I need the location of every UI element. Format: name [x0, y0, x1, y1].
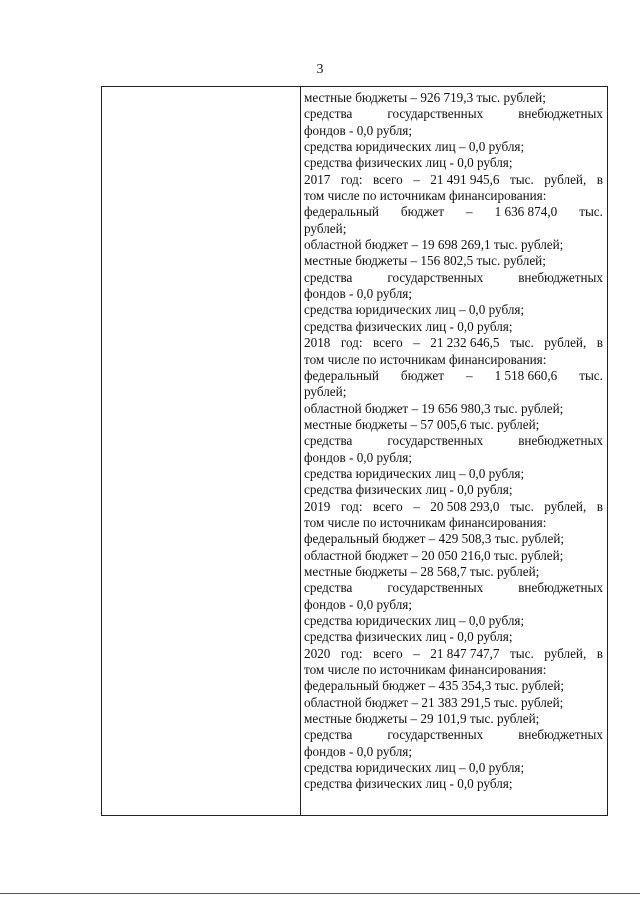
text-word: тыс. [579, 204, 603, 220]
text-word: – [413, 498, 420, 514]
text-word: тыс. [510, 498, 534, 514]
text-word: федеральный [304, 367, 379, 383]
text-line: средства юридических лиц – 0,0 рубля; [304, 613, 525, 628]
text-word: – [413, 171, 420, 187]
text-line: фондов - 0,0 рубля; [304, 743, 413, 759]
text-line [304, 335, 603, 351]
text-line: фондов - 0,0 рубля; [304, 449, 413, 465]
text-word: год: [340, 498, 363, 514]
text-line: фондов - 0,0 рубля; [304, 122, 413, 138]
text-word: рублей, [544, 498, 587, 514]
text-word: в [596, 498, 603, 514]
text-word: внебюджетных [518, 106, 603, 122]
text-word: всего [373, 498, 403, 514]
text-line: местные бюджеты – 156 802,5 тыс. рублей; [304, 253, 546, 269]
text-word: внебюджетных [518, 269, 603, 285]
text-word: государственных [387, 433, 484, 449]
text-word: год: [340, 335, 363, 351]
text-word: средства [304, 727, 353, 743]
text-word: 21 491 945,6 [430, 171, 500, 187]
page-bottom-rule [0, 893, 640, 894]
text-line: местные бюджеты – 29 101,9 тыс. рублей; [304, 711, 540, 727]
text-word: рублей, [544, 171, 587, 187]
text-line: том числе по источникам финансирования: [304, 351, 547, 367]
text-line [304, 433, 603, 449]
table-left-cell [102, 87, 301, 815]
text-word: тыс. [510, 171, 534, 187]
text-word: в [596, 171, 603, 187]
text-word: 2020 [304, 645, 331, 661]
text-word: – [413, 645, 420, 661]
text-line [304, 204, 603, 220]
text-word: средства [304, 433, 353, 449]
text-line: областной бюджет – 20 050 216,0 тыс. рублей; [304, 547, 564, 563]
text-line: средства юридических лиц – 0,0 рубля; [304, 760, 525, 776]
text-line [304, 646, 603, 662]
text-line: средства физических лиц - 0,0 рубля; [304, 629, 513, 645]
text-word: государственных [387, 269, 484, 285]
text-line: средства физических лиц - 0,0 рубля; [304, 482, 513, 498]
text-line: местные бюджеты – 57 005,6 тыс. рублей; [304, 416, 540, 432]
text-line: рублей; [304, 384, 347, 400]
text-word: тыс. [579, 367, 603, 383]
text-line: том числе по источникам финансирования: [304, 662, 547, 678]
text-word: бюджет [400, 367, 445, 383]
text-word: 21 847 747,7 [430, 645, 500, 661]
text-line [304, 727, 603, 743]
text-line: средства физических лиц - 0,0 рубля; [304, 776, 513, 792]
text-word: внебюджетных [518, 433, 603, 449]
funding-table [101, 86, 608, 816]
text-word: – [466, 204, 473, 220]
text-word: внебюджетных [518, 727, 603, 743]
text-line: средства юридических лиц – 0,0 рубля; [304, 302, 525, 318]
text-word: 2018 [304, 335, 331, 351]
text-word: государственных [387, 106, 484, 122]
text-word: рублей, [544, 645, 587, 661]
text-line: областной бюджет – 19 698 269,1 тыс. рублей; [304, 237, 564, 253]
text-line: областной бюджет – 19 656 980,3 тыс. рублей; [304, 400, 564, 416]
text-word: бюджет [400, 204, 445, 220]
text-line: том числе по источникам финансирования: [304, 514, 547, 530]
text-word: федеральный [304, 204, 379, 220]
text-line: средства юридических лиц – 0,0 рубля; [304, 139, 525, 155]
text-line [304, 270, 603, 286]
text-word: государственных [387, 580, 484, 596]
text-line [304, 172, 603, 188]
text-word: 2019 [304, 498, 331, 514]
text-word: в [596, 335, 603, 351]
text-word: – [466, 367, 473, 383]
text-line: рублей; [304, 220, 347, 236]
text-line [304, 368, 603, 384]
table-right-cell [301, 87, 607, 815]
text-word: 1 636 874,0 [494, 204, 558, 220]
text-line: местные бюджеты – 28 568,7 тыс. рублей; [304, 563, 540, 579]
text-word: средства [304, 580, 353, 596]
text-word: тыс. [510, 335, 534, 351]
text-line: средства физических лиц - 0,0 рубля; [304, 155, 513, 171]
text-line: федеральный бюджет – 435 354,3 тыс. рублей; [304, 678, 565, 694]
text-word: год: [340, 171, 363, 187]
text-word: 20 508 293,0 [430, 498, 500, 514]
text-line: средства юридических лиц – 0,0 рубля; [304, 465, 525, 481]
text-line: фондов - 0,0 рубля; [304, 596, 413, 612]
text-line: местные бюджеты – 926 719,3 тыс. рублей; [304, 90, 546, 105]
text-line [304, 499, 603, 515]
text-word: всего [373, 171, 403, 187]
text-word: средства [304, 106, 353, 122]
text-line: фондов - 0,0 рубля; [304, 286, 413, 302]
text-word: рублей, [544, 335, 587, 351]
text-line [304, 106, 603, 122]
text-line: том числе по источникам финансирования: [304, 188, 547, 204]
text-word: в [596, 645, 603, 661]
text-word: всего [373, 335, 403, 351]
text-word: средства [304, 269, 353, 285]
text-word: 2017 [304, 171, 331, 187]
text-word: 21 232 646,5 [430, 335, 500, 351]
text-word: внебюджетных [518, 580, 603, 596]
text-line: средства физических лиц - 0,0 рубля; [304, 318, 513, 334]
text-line: федеральный бюджет – 429 508,3 тыс. рублей; [304, 531, 565, 547]
text-word: – [413, 335, 420, 351]
text-word: всего [373, 645, 403, 661]
text-word: тыс. [510, 645, 534, 661]
text-word: год: [340, 645, 363, 661]
text-line [304, 580, 603, 596]
text-word: 1 518 660,6 [494, 367, 558, 383]
text-line: областной бюджет – 21 383 291,5 тыс. рублей; [304, 694, 564, 710]
page-number: 3 [316, 62, 324, 77]
text-word: государственных [387, 727, 484, 743]
